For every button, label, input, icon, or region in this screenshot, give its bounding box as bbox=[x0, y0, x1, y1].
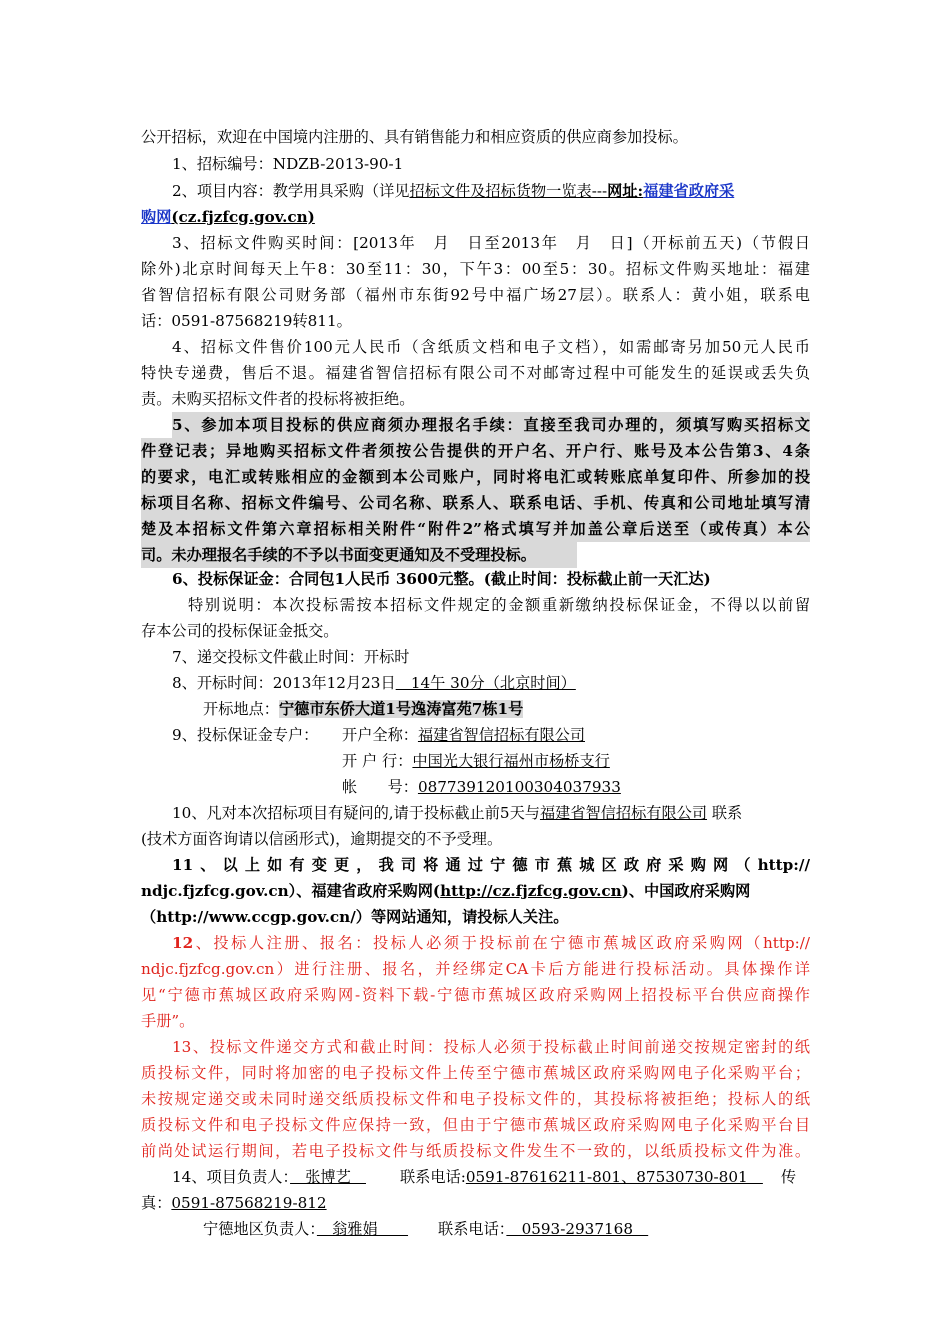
inquiry-line bbox=[172, 800, 810, 826]
paragraph-line: (技术方面咨询请以信函形式)，逾期提交的不予受理。 bbox=[141, 830, 503, 848]
paragraph-line: 3、招标文件购买时间：[2013年 月 日至2013年 月 日]（开标前五天)（节假日 bbox=[172, 234, 810, 252]
paragraph-line: 省智信招标有限公司财务部（福州市东街92号中福广场27层）。联系人：黄小姐，联系电 bbox=[141, 286, 810, 304]
fjzfcg-site-link[interactable]: http://cz.fjzfcg.gov.cn bbox=[440, 882, 622, 900]
project-content-line bbox=[172, 178, 810, 204]
fjzfcg-url[interactable]: (cz.fjzfcg.gov.cn) bbox=[171, 208, 315, 226]
project-lead-label: 14、项目负责人： bbox=[172, 1168, 291, 1186]
highlighted-line: 件登记表；异地购买招标文件者须按公告提供的开户名、开户行、账号及本公告第3、4条 bbox=[141, 438, 810, 464]
paragraph-line: 4、招标文件售价100元人民币（含纸质文档和电子文档），如需邮寄另加50元人民币 bbox=[172, 338, 810, 356]
paragraph-line: 公开招标，欢迎在中国境内注册的、具有销售能力和相应资质的供应商参加投标。 bbox=[141, 128, 688, 146]
submission-line: 质投标文件和电子投标文件应保持一致，但由于宁德市蕉城区政府采购网电子化采购平台目 bbox=[141, 1116, 810, 1134]
submission-line: 前尚处试运行期间，若电子投标文件与纸质投标文件发生不一致的，以纸质投标文件为准。 bbox=[141, 1142, 810, 1160]
deadline-line: 7、递交投标文件截止时间：开标时 bbox=[172, 648, 410, 666]
paragraph-line: 话：0591-87568219转811。 bbox=[141, 312, 352, 330]
inquiry-contact: 联系 bbox=[707, 804, 743, 822]
change-notice-line bbox=[141, 878, 810, 904]
registration-line: ndjc.fjzfcg.gov.cn）进行注册、报名，并经绑定CA卡后方能进行投标活动。具体操作详 bbox=[141, 960, 810, 978]
ndjc-site: ndjc.fjzfcg.gov.cn）、福建省政府采购网( bbox=[141, 882, 441, 900]
fax-label-start: 传 bbox=[780, 1168, 797, 1186]
submission-line: 未按规定递交或未同时递交纸质投标文件和电子投标文件的，其投标将被拒绝；投标人的纸 bbox=[141, 1090, 810, 1108]
highlighted-line: 的要求，电汇或转账相应的金额到本公司账户，同时将电汇或转账底单复印件、所参加的投 bbox=[141, 464, 810, 490]
fax-line bbox=[141, 1190, 810, 1216]
phone-number: 0591-87616211-801、87530730-801 bbox=[465, 1168, 763, 1186]
highlighted-line: 5、参加本项目投标的供应商须办理报名手续：直接至我司办理的，须填写购买招标文 bbox=[172, 412, 810, 438]
submission-line: 13、投标文件递交方式和截止时间：投标人必须于投标截止时间前递交按规定密封的纸 bbox=[172, 1038, 810, 1056]
account-number-line bbox=[342, 774, 810, 800]
opening-place: 宁德市东侨大道1号逸涛富苑7栋1号 bbox=[278, 700, 524, 718]
phone-label: 联系电话: bbox=[399, 1168, 466, 1186]
submission-line: 质投标文件，同时将加密的电子投标文件上传至宁德市蕉城区政府采购网电子化采购平台； bbox=[141, 1064, 810, 1082]
regional-contact-line bbox=[203, 1216, 810, 1242]
bank-name: 中国光大银行福州市杨桥支行 bbox=[412, 752, 610, 770]
account-number: 087739120100304037933 bbox=[417, 778, 621, 796]
opening-date: 8、开标时间：2013年12月23日 bbox=[172, 674, 396, 692]
opening-place-label: 开标地点： bbox=[203, 700, 279, 718]
registration-line: 见“宁德市蕉城区政府采购网-资料下载-宁德市蕉城区政府采购网上招投标平台供应商操作 bbox=[141, 986, 810, 1004]
opening-hour: 14午 30分（北京时间） bbox=[395, 674, 576, 692]
inquiry-text: 10、凡对本次招标项目有疑问的,请于投标截止前5天与 bbox=[172, 804, 540, 822]
company-name: 福建省智信招标有限公司 bbox=[539, 804, 708, 822]
website-label: 网址: bbox=[607, 182, 644, 200]
project-contact-line bbox=[172, 1164, 810, 1190]
fjzfcg-link-cont[interactable]: 购网 bbox=[141, 208, 172, 226]
account-name-label: 开户全称： bbox=[342, 726, 418, 744]
registration-line: 手册”。 bbox=[141, 1012, 195, 1030]
highlighted-line: 楚及本招标文件第六章招标相关附件“附件2”格式填写并加盖公章后送至（或传真）本公 bbox=[141, 516, 810, 542]
change-notice-line: （http://www.ccgp.gov.cn/）等网站通知，请投标人关注。 bbox=[141, 908, 569, 926]
item-12-number: 12 bbox=[172, 934, 194, 952]
regional-lead-name: 翁雅娟 bbox=[316, 1220, 409, 1238]
change-notice-line: 11、以上如有变更，我司将通过宁德市蕉城区政府采购网（http:// bbox=[172, 856, 810, 874]
opening-place-line bbox=[203, 696, 810, 722]
ccgp-label: )、中国政府采购网 bbox=[621, 882, 751, 900]
paragraph-line: 特快专递费，售后不退。福建省智信招标有限公司不对邮寄过程中可能发生的延误或丢失负 bbox=[141, 364, 810, 382]
bank-name-label: 开 户 行： bbox=[342, 752, 413, 770]
fjzfcg-link[interactable]: 福建省政府采 bbox=[643, 182, 735, 200]
project-content-text: 2、项目内容：教学用具采购（详见 bbox=[172, 182, 410, 200]
account-name: 福建省智信招标有限公司 bbox=[417, 726, 585, 744]
bank-label: 9、投标保证金专户： bbox=[172, 726, 319, 744]
account-number-label: 帐 号： bbox=[342, 778, 418, 796]
bank-line bbox=[342, 748, 810, 774]
tender-number: 1、招标编号：NDZB-2013-90-1 bbox=[172, 155, 404, 173]
fax-label: 真： bbox=[141, 1194, 172, 1212]
project-content-line-2 bbox=[141, 204, 810, 230]
goods-list-link-text: 招标文件及招标货物一览表--- bbox=[409, 182, 608, 200]
regional-lead-label: 宁德地区负责人： bbox=[203, 1220, 317, 1238]
highlighted-line: 标项目名称、招标文件编号、公司名称、联系人、联系电话、手机、传真和公司地址填写清 bbox=[141, 490, 810, 516]
bid-bond-line: 6、投标保证金：合同包1人民币 3600元整。(截止时间：投标截止前一天汇达) bbox=[172, 570, 711, 588]
fax-number: 0591-87568219-812 bbox=[171, 1194, 327, 1212]
highlighted-line: 司。未办理报名手续的不予以书面变更通知及不受理投标。 bbox=[141, 542, 577, 568]
opening-time-line bbox=[172, 670, 810, 696]
paragraph-line: 特别说明：本次投标需按本招标文件规定的金额重新缴纳投标保证金，不得以以前留 bbox=[188, 596, 810, 614]
bank-account-line bbox=[172, 722, 810, 748]
project-lead-name: 张博艺 bbox=[290, 1168, 366, 1186]
registration-line bbox=[172, 930, 810, 956]
paragraph-line: 存本公司的投标保证金抵交。 bbox=[141, 622, 339, 640]
regional-phone: 0593-2937168 bbox=[506, 1220, 649, 1238]
paragraph-line: 除外)北京时间每天上午8：30至11：30，下午3：00至5：30。招标文件购买地址：福建 bbox=[141, 260, 810, 278]
registration-text: 、投标人注册、报名：投标人必须于投标前在宁德市蕉城区政府采购网（http:// bbox=[193, 934, 810, 952]
paragraph-line: 责。未购买招标文件者的投标将被拒绝。 bbox=[141, 390, 415, 408]
regional-phone-label: 联系电话： bbox=[438, 1220, 507, 1238]
